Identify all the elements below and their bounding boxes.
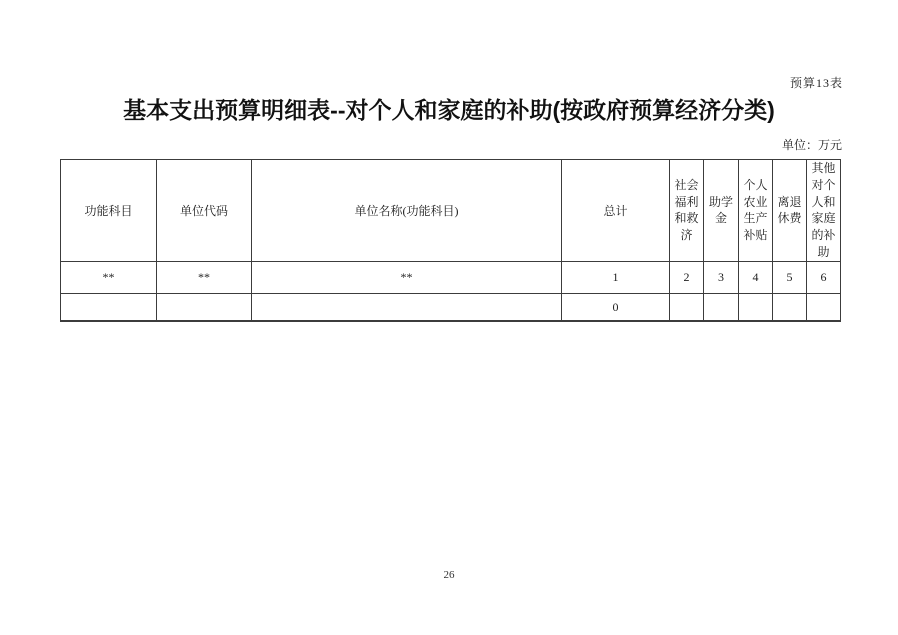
index-cell: ** (61, 261, 157, 293)
table-header-row (61, 160, 841, 262)
header-cell-unit-name: 单位名称(功能科目) (252, 160, 562, 262)
data-cell-unit-code (157, 293, 252, 321)
data-cell-total: 0 (562, 293, 670, 321)
data-cell-scholarship (704, 293, 739, 321)
column-index-row (61, 261, 841, 293)
index-cell: 1 (562, 261, 670, 293)
header-cell-other-individual-family-subsidy: 其他对个人和家庭的补助 (807, 160, 841, 262)
header-cell-retirement-pay: 离退休费 (773, 160, 807, 262)
index-cell: ** (157, 261, 252, 293)
table-number-label: 预算13表 (789, 76, 843, 90)
header-cell-social-welfare-relief: 社会福利和救济 (670, 160, 704, 262)
unit-label: 单位：万元 (781, 138, 842, 152)
index-cell: 2 (670, 261, 704, 293)
header-cell-unit-code: 单位代码 (157, 160, 252, 262)
index-cell: 3 (704, 261, 739, 293)
header-cell-agricultural-production-subsidy: 个人农业生产补贴 (739, 160, 773, 262)
page-title: 基本支出预算明细表--对个人和家庭的补助(按政府预算经济分类) (123, 97, 775, 123)
budget-table (60, 159, 841, 322)
header-cell-scholarship: 助学金 (704, 160, 739, 262)
data-cell-agricultural-production-subsidy (739, 293, 773, 321)
table-row (61, 293, 841, 321)
data-cell-social-welfare-relief (670, 293, 704, 321)
data-cell-other-individual-family-subsidy (807, 293, 841, 321)
data-cell-retirement-pay (773, 293, 807, 321)
data-cell-unit-name (252, 293, 562, 321)
header-cell-functional-subject: 功能科目 (61, 160, 157, 262)
index-cell: 6 (807, 261, 841, 293)
page-number: 26 (443, 569, 455, 581)
index-cell: 4 (739, 261, 773, 293)
index-cell: ** (252, 261, 562, 293)
index-cell: 5 (773, 261, 807, 293)
data-cell-functional-subject (61, 293, 157, 321)
header-cell-total: 总计 (562, 160, 670, 262)
